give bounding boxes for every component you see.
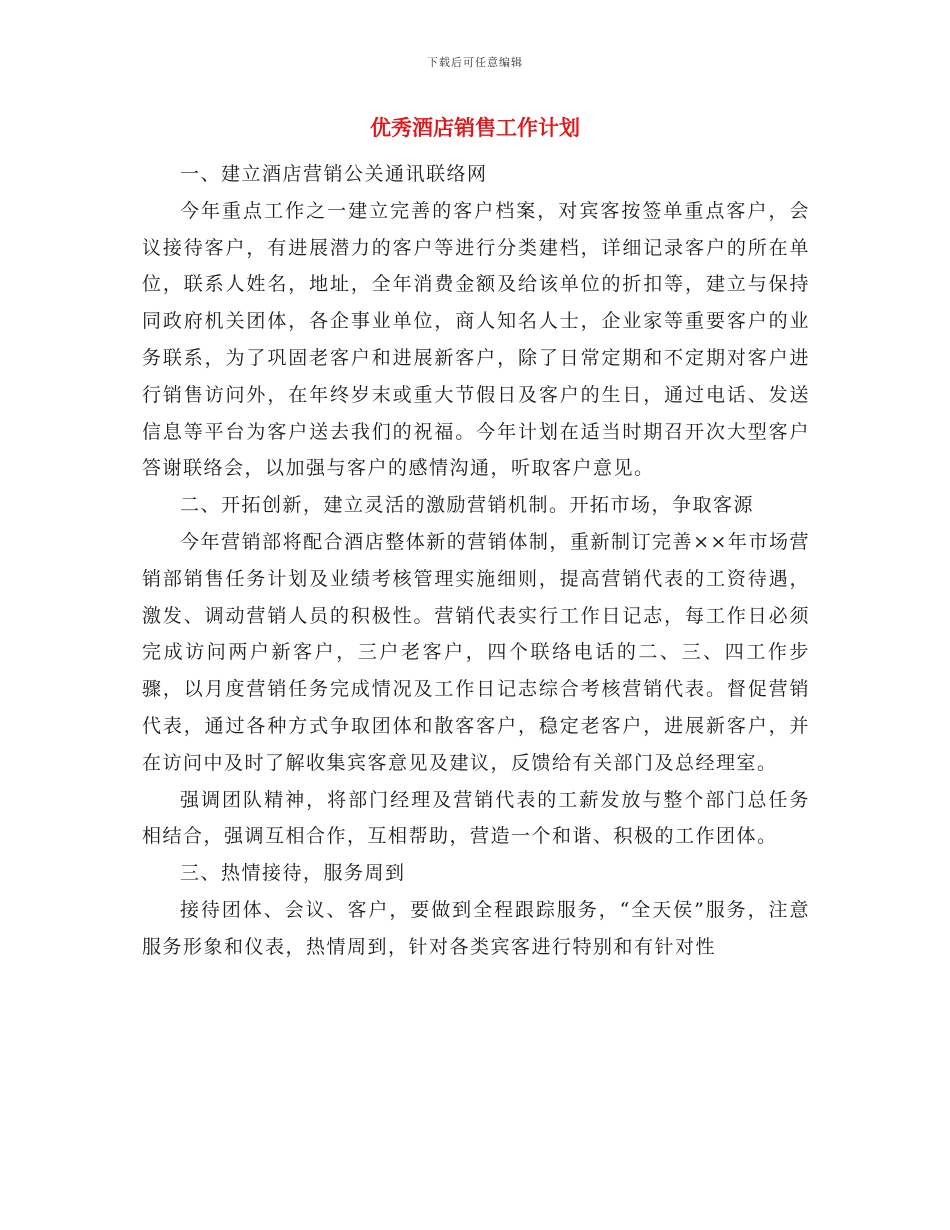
paragraph-team-spirit: 强调团队精神，将部门经理及营销代表的工薪发放与整个部门总任务相结合，强调互相合作，互相帮助，营造一个和谐、积极的工作团体。 (142, 788, 810, 848)
document-body (142, 156, 810, 966)
paragraph-customer-archive: 今年重点工作之一建立完善的客户档案，对宾客按签单重点客户，会议接待客户，有进展潜力的客户等进行分类建档，详细记录客户的所在单位，联系人姓名，地址，全年消费金额及给该单位的折扣等，建立与保持同政府机关团体，各企事业单位，商人知名人士，企业家等重要客户的业务联系，为了巩固老客户和进展新客户，除了日常定期和不定期对客户进行销售访问外，在年终岁末或重大节假日及客户的生日，通过电话、发送信息等平台为客户送去我们的祝福。今年计划在适当时期召开次大型客户答谢联络会，以加强与客户的感情沟通，听取客户意见。 (142, 199, 810, 480)
section-heading-1: 一、建立酒店营销公关通讯联络网 (180, 163, 488, 185)
header-note: 下载后可任意编辑 (427, 56, 523, 69)
document-title: 优秀酒店销售工作计划 (370, 116, 580, 140)
section-heading-2: 二、开拓创新，建立灵活的激励营销机制。开拓市场，争取客源 (180, 494, 755, 517)
section-heading-3: 三、热情接待，服务周到 (180, 862, 406, 885)
paragraph-reception-service: 接待团体、会议、客户，要做到全程跟踪服务，“全天侯”服务，注意服务形象和仪表，热情周到，针对各类宾客进行特别和有针对性 (142, 898, 810, 958)
paragraph-marketing-mechanism: 今年营销部将配合酒店整体新的营销体制，重新制订完善××年市场营销部销售任务计划及业绩考核管理实施细则，提高营销代表的工资待遇，激发、调动营销人员的积极性。营销代表实行工作日记志，每工作日必须完成访问两户新客户，三户老客户，四个联络电话的二、三、四工作步骤，以月度营销任务完成情况及工作日记志综合考核营销代表。督促营销代表，通过各种方式争取团体和散客客户，稳定老客户，进展新客户，并在访问中及时了解收集宾客意见及建议，反馈给有关部门及总经理室。 (142, 530, 810, 774)
